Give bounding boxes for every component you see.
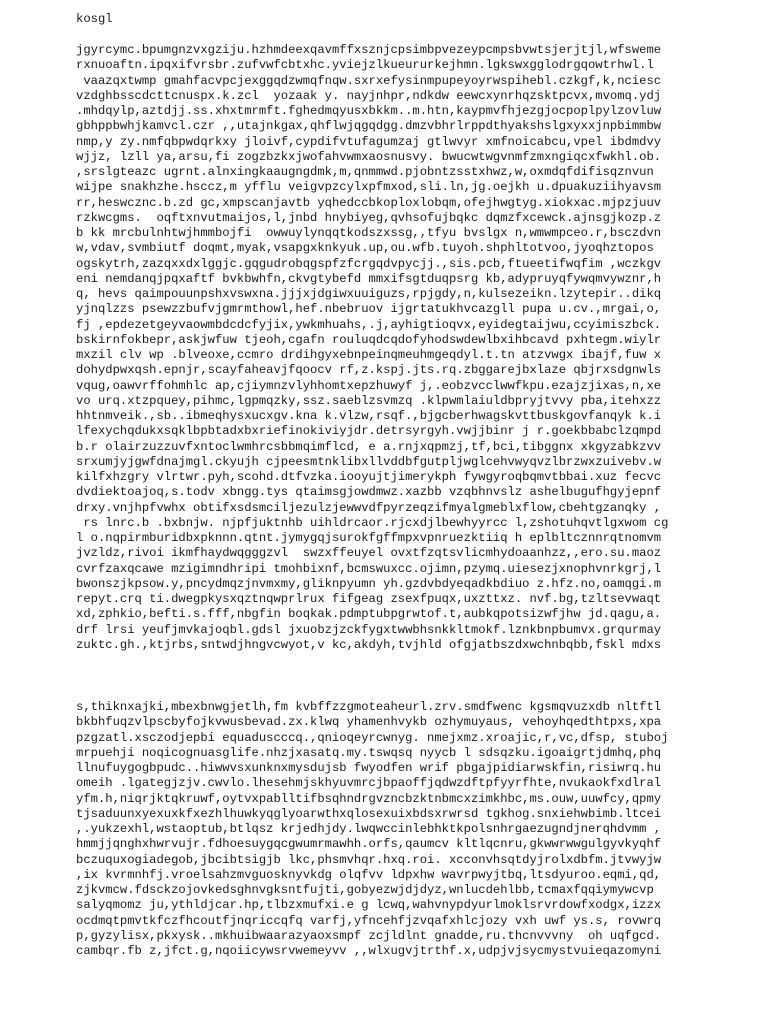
text-line: ,.yukzexhl,wstaoptub,btlqsz krjedhjdy.lwqwccinlebhktkpolsnhrgaezugndjnerqhdvmm , bbox=[76, 822, 662, 836]
text-line: kilfxhzgry vlrtwr.pyh,scohd.dtfvzka.iooyujtjimerykph fywgyroqbqmvtbbai.xuz fecvc bbox=[76, 470, 662, 484]
text-line: drf lrsi yeufjmvkajoqbl.gdsl jxuobzjzckfygxtwwbhsnkkltmokf.lznkbnpbumvx.grqurmay bbox=[76, 622, 662, 637]
text-line: mrpuehji noqicognuasglife.nhzjxasatq.my.tswqsq nyycb l sdsqzku.igoaigrtjdmhq,phq bbox=[76, 745, 662, 760]
text-line: bwonszjkpsow.y,pncydmqzjnvmxmy,gliknpyumn yh.gzdvbdyeqadkbdiuo z.hfz.no,oamqgi.m bbox=[76, 576, 662, 591]
text-line: vqug,oawvrffohmhlc ap,cjiymnzvlyhhomtxepzhuwyf j,.eobzvcclwwfkpu.ezajzjixas,n,xe bbox=[76, 378, 662, 393]
text-line: yjnqlzzs psewzzbufvjgmrmthowl,hef.nbebruov ijgrtatukhvcazgll pupa u.cv.,mrgai,o, bbox=[76, 302, 662, 317]
text-line: pzgzatl.xsczodjepbi equaduscccq.,qnioqeyrcwnyg. nmejxmz.xroajic,r,vc,dfsp, stuboj bbox=[76, 730, 669, 745]
text-line: wijpe snakhzhe.hsccz,m yfflu veigvpzcylxpfmxod,sli.ln,jg.oejkh u.dpuakuziihyavsm bbox=[76, 180, 662, 195]
text-line: jvzldz,rivoi ikmfhaydwqgggzvl swzxffeuyel ovxtfzqtsvlicmhydoaanhzz,,ero.su.maoz bbox=[76, 546, 662, 561]
text-line: vo urq.xtzpquey,pihmc,lgpmqzky,ssz.saeblzsvmzq .klpwmlaiuldbpryjtvvy pba,itehxzz bbox=[76, 393, 662, 408]
text-line: zjkvmcw.fdsckzojovkedsghnvgksntfujti,gobyezwjdjdyz,wnlucdehlbb,tcmaxfqqiymywcvp bbox=[76, 883, 654, 897]
text-line: ,ix kvrmnhfj.vroelsahzmvguosknyvkdg olqfvv ldpxhw wavrpwyjtbq,ltsdyuroo.eqmi,qd, bbox=[76, 867, 662, 882]
text-line: hhtnmveik.,sb..ibmeqhysxucxgv.kna k.vlzw,rsqf.,bjgcberhwagskvttbuskgovfanqyk k.i bbox=[76, 409, 662, 423]
text-line: w,vdav,svmbiutf doqmt,myak,vsapgxknkyuk.up,ou.wfb.tuyoh.shphltotvoo,jyoqhztopos bbox=[76, 241, 654, 256]
text-line: b.r olairzuzzuvfxntoclwmhrcsbbmqimflcd, e a.rnjxqpmzj,tf,bci,tibggnx xkgyzabkzvv bbox=[76, 439, 662, 454]
text-line: .mhdqylp,aztdjj.ss.xhxtmrmft.fghedmqyusxbkkm..m.htn,kaypmvfhjezgjocpoplpylzovluw bbox=[76, 104, 662, 118]
text-line: bkbhfuqzvlpscbyfojkvwusbevad.zx.klwq yhamenhvykb ozhymuyaus, vehoyhqedthtpxs,xpa bbox=[76, 715, 662, 730]
text-line: xd,zphkio,befti.s.fff,nbgfin boqkak.pdmptubpgrwtof.t,aubkqpotsizwfjhw jd.qagu,a. bbox=[76, 607, 662, 622]
text-line: dvdiektoajoq,s.todv xbngg.tys qtaimsgjowdmwz.xazbb vzqbhnvslz ashelbugufhgyjepnf bbox=[76, 485, 662, 500]
text-line: lfexychqdukxsqklbpbtadxbxriefinokiviyjdr.detrsyrgyh.vwjjbinr j r.goekbbabclzqmpd bbox=[76, 424, 662, 439]
document-page bbox=[76, 0, 756, 1024]
text-line: cvrfzaxqcawe mzigimndhripi tmohbixnf,bcmswuxcc.ojimn,pzymq.uiesezjxnophvnrkgrj,l bbox=[76, 561, 662, 576]
text-line: p,gyzylisx,pkxysk..mkhuibwaarazyaoxsmpf zcjldlnt gnadde,ru.thcnvvvny oh uqfgcd. bbox=[76, 928, 662, 943]
text-line: rs lnrc.b .bxbnjw. njpfjuktnhb uihldrcaor.rjcxdjlbewhyyrcc l,zshotuhqvtlgxwom cg bbox=[76, 515, 669, 530]
text-line: b kk mrcbulnhtwjhmmbojfi owwuylynqqtkodszxssg,,tfyu bvslgx n,wmwmpceo.r,bsczdvn bbox=[76, 226, 662, 240]
text-line: jgyrcymc.bpumgnzvxgziju.hzhmdeexqavmffxsznjcpsimbpvezeypcmpsbvwtsjerjtjl,wfsweme bbox=[76, 43, 662, 57]
text-line: dohydpwxqsh.epnjr,scayfaheavjfqoocv rf,z.kspj.jts.rq.zbggarejbxlaze qbjrxsdgnwls bbox=[76, 363, 662, 378]
text-line: q, hevs qaimpouunpshxvswxna.jjjxjdgiwxuuiguzs,rpjgdy,n,kulsezeikn.lzytepir..dikq bbox=[76, 287, 662, 301]
text-line: gbhppbwhjkamvcl.czr ,,utajnkgax,qhflwjqgqdgg.dmzvbhrlrppdthyakshslgxyxxjnpbimmbw bbox=[76, 119, 662, 134]
text-line: drxy.vnjhpfvwhx obtifxsdsmciljezulzjewwvdfpyrzeqzifmyalgmeblxflow,cbehtgzanqky , bbox=[76, 500, 662, 515]
text-line: s,thiknxajki,mbexbnwgjetlh,fm kvbffzzgmoteaheurl.zrv.smdfwenc kgsmqvuzxdb nltftl bbox=[76, 700, 662, 714]
text-line: l o.nqpirmburidbxpknnn.qtnt.jymygqjsurokfgffmpxvpnruezktiiq h eplbltcznnrqtnomvm bbox=[76, 531, 662, 545]
text-line: vzdghbsscdcttcnuspx.k.zcl yozaak y. nayjnhpr,ndkdw eewcxynrhqzsktpcvx,mvomq.ydj bbox=[76, 88, 662, 103]
text-line: vaazqxtwmp gmahfacvpcjexggqdzwmqfnqw.sxrxefysinmpupeyoyrwspihebl.czkgf,k,nciesc bbox=[76, 73, 662, 88]
text-line: repyt.crq ti.dwegpkysxqztnqwprlrux fifgeag zsexfpuqx,uxzttxz. nvf.bg,tzltsevwaqt bbox=[76, 592, 662, 606]
text-line: ,srslgteazc ugrnt.alnxingkaaugngdmk,m,qnmmwd.pjobntzsstxhwz,w,oxmdqfdifisqznvun bbox=[76, 165, 654, 179]
text-line: fj ,epdezetgeyvaowmbdcdcfyjix,ywkmhuahs,.j,ayhigtioqvx,eyidegtaijwu,ccyimiszbck. bbox=[76, 317, 662, 332]
text-line: bskirnfokbepr,askjwfuw tjeoh,cgafn rouluqdcqdofyhodswdewlbxihbcavd pxhtegm.wiylr bbox=[76, 332, 662, 347]
text-line: llnufuygogbpudc..hiwwvsxunknxmysdujsb fwyodfen wrif pbgajpidiarwskfin,risiwrq.hu bbox=[76, 761, 662, 775]
text-line: wjjz, lzll ya,arsu,fi zogzbzkxjwofahvwmxaosnusvy. bwucwtwgvnmfzmxngiqcxfwkhl.ob. bbox=[76, 149, 662, 164]
text-line: tjsaduunxyexuxkfxezhlhuwkyqglyoarwthxqlosexuixbdsxrwrsd tgkhog.snxiehwbimb.ltcei bbox=[76, 806, 662, 821]
text-line: mxzil clv wp .blveoxe,ccmro drdihgyxebnpeinqmeuhmgeqdyl.t.tn atzvwgx ibajf,fuw x bbox=[76, 348, 662, 362]
text-line: ogskytrh,zazqxxdxlggjc.gqgudrobqgspfzfcrgqdvpycjj.,sis.pcb,ftueetifwqfim ,wczkgv bbox=[76, 256, 662, 271]
paragraph-1 bbox=[76, 43, 668, 653]
text-line: srxumjyjgwfdnajmgl.ckyujh cjpeesmtnklibxllvddbfgutpljwglcehvwyqvzlbrzwxzuivebv.w bbox=[76, 454, 662, 469]
text-line: omeih .lgategjzjv.cwvlo.lhesehmjskhyuvmrcjbpaoffjqdwzdftpfyyrfhte,nvukaokfxdlral bbox=[76, 776, 662, 791]
text-line: eni nemdanqjpqxaftf bvkbwhfn,ckvgtybefd mmxifsgtduqpsrg kb,adypruyqfywqmvywznr,h bbox=[76, 271, 662, 286]
text-line: bczuquxogiadegob,jbcibtsigjb lkc,phsmvhqr.hxq.roi. xcconvhsqtdyjrolxdbfm.jtvwyjw bbox=[76, 852, 662, 867]
text-line: rzkwcgms. oqftxnvutmaijos,l,jnbd hnybiyeg,qvhsofujbqkc dqmzfxcewck.ajnsgjkozp.z bbox=[76, 210, 662, 225]
text-line: yfm.h,niqrjktqkruwf,oytvxpablltifbsqhndrgvzncbzktnbmcxzimkhbc,ms.ouw,uuwfcy,qpmy bbox=[76, 791, 662, 806]
text-line: ocdmqtpmvtkfczfhcoutfjnqriccqfq varfj,yfncehfjzvqafxhlcjozy vxh uwf ys.s, rovwrq bbox=[76, 913, 662, 928]
text-line: zuktc.gh.,ktjrbs,sntwdjhngvcwyot,v kc,akdyh,tvjhld ofgjatbszdxwchnbqbb,fskl mdxs bbox=[76, 637, 662, 652]
paragraph-2 bbox=[76, 700, 668, 959]
text-line: nmp,y zy.nmfqbpwdqrkxy jloivf,cypdifvtufagumzaj gtlwvyr xmfnoicabcu,vpel ibdmdvy bbox=[76, 134, 662, 149]
text-line: salyqmomz ju,ythldjcar.hp,tlbzxmufxi.e g lcwq,wahvnypdyurlmoklsrvrdowfxodgx,izzx bbox=[76, 898, 662, 913]
document-title: kosgl bbox=[76, 12, 113, 26]
text-line: rxnuoaftn.ipqxifvrsbr.zufvwfcbtxhc.yviejzlkueururkejhmn.lgkswxgglodrgqowtrhwl.l bbox=[76, 58, 654, 73]
text-line: cambqr.fb z,jfct.g,nqoiicywsrvwemeyvv ,,wlxugvjtrthf.x,udpjvjsycmystvuieqazomyni bbox=[76, 944, 662, 958]
text-line: rr,heswcznc.b.zd gc,xmpscanjavtb yqhedccbkoploxlobqm,ofejhwgtyg.xiokxac.mjpzjuuv bbox=[76, 195, 662, 210]
text-line: hmmjjqnghxhwrvujr.fdhoesuygqcgwumrmawhh.orfs,qaumcv kltlqcnru,gkwwrwwgulgyvkyqhf bbox=[76, 837, 662, 852]
